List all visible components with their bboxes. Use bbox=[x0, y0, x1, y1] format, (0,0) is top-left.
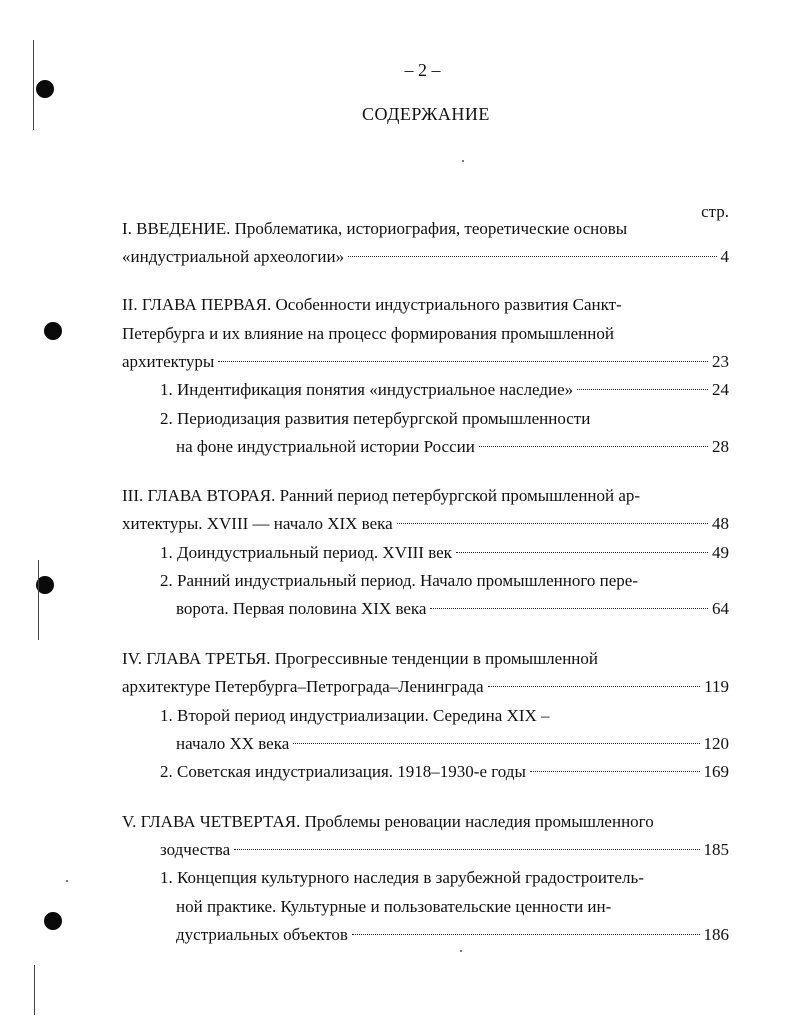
toc-intro-line2: «индустриальной археологии» bbox=[122, 247, 345, 266]
toc-ch1-sub2 bbox=[176, 435, 729, 459]
dot-leader bbox=[479, 446, 708, 447]
toc-ch3-line2: архитектуре Петербурга–Петрограда–Ленинграда bbox=[122, 677, 484, 696]
toc-ch2-sub2-line1: 2. Ранний индустриальный период. Начало промышленного пере- bbox=[160, 571, 639, 590]
toc-ch2-sub2-line2: ворота. Первая половина XIX века bbox=[176, 599, 427, 618]
toc-page-number: 49 bbox=[712, 543, 729, 562]
dot-leader bbox=[218, 361, 708, 362]
page-column-label: стр. bbox=[701, 202, 729, 221]
toc-ch1-sub1-text: 1. Индентификация понятия «индустриальное наследие» bbox=[160, 380, 574, 399]
toc-page-number: 28 bbox=[712, 437, 729, 456]
toc-page-number: 185 bbox=[703, 840, 729, 859]
scan-edge-line bbox=[38, 560, 39, 640]
toc-ch1-sub2-line1: 2. Периодизация развития петербургской промышленности bbox=[160, 409, 591, 428]
scan-speck bbox=[460, 950, 462, 952]
scan-speck bbox=[462, 160, 464, 162]
dot-leader bbox=[430, 608, 708, 609]
toc-ch4-sub1-line3: дустриальных объектов bbox=[176, 925, 348, 944]
toc-ch4-entry bbox=[160, 838, 729, 862]
toc-page-number: 48 bbox=[712, 514, 729, 533]
toc-page-number: 64 bbox=[712, 599, 729, 618]
toc-ch1-sub1 bbox=[160, 378, 729, 402]
page-number: – 2 – bbox=[404, 60, 441, 80]
page-title: СОДЕРЖАНИЕ bbox=[362, 104, 490, 124]
dot-leader bbox=[488, 686, 701, 687]
toc-page-number: 169 bbox=[703, 762, 729, 781]
toc-intro-entry bbox=[122, 245, 729, 269]
toc-ch3-sub2-text: 2. Советская индустриализация. 1918–1930-е годы bbox=[160, 762, 526, 781]
toc-ch4-sub1 bbox=[176, 923, 729, 947]
toc-ch3-sub1-line1: 1. Второй период индустриализации. Середина XIX – bbox=[160, 706, 550, 725]
toc-ch3-sub1 bbox=[176, 732, 729, 756]
toc-ch2-sub1 bbox=[160, 541, 729, 565]
dot-leader bbox=[577, 389, 708, 390]
toc-intro-line1: I. ВВЕДЕНИЕ. Проблематика, историография, теоретические основы bbox=[122, 219, 628, 238]
toc-ch1-line3: архитектуры bbox=[122, 352, 215, 371]
toc-page-number: 24 bbox=[712, 380, 729, 399]
toc-ch2-line1: III. ГЛАВА ВТОРАЯ. Ранний период петербургской промышленной ар- bbox=[122, 486, 641, 505]
toc-ch3-entry bbox=[122, 675, 729, 699]
toc-page-number: 23 bbox=[712, 352, 729, 371]
toc-ch4-sub1-line1: 1. Концепция культурного наследия в зарубежной градостроитель- bbox=[160, 868, 644, 887]
toc-ch2-sub2 bbox=[176, 597, 729, 621]
toc-page-number: 186 bbox=[703, 925, 729, 944]
binder-hole-1 bbox=[36, 80, 54, 98]
toc-ch3-line1: IV. ГЛАВА ТРЕТЬЯ. Прогрессивные тенденции в промышленной bbox=[122, 649, 598, 668]
toc-ch3-sub1-line2: начало XX века bbox=[176, 734, 290, 753]
toc-ch4-line2: зодчества bbox=[160, 840, 231, 859]
scan-edge-line bbox=[34, 965, 35, 1015]
toc-ch2-entry bbox=[122, 512, 729, 536]
toc-ch1-sub2-line2: на фоне индустриальной истории России bbox=[176, 437, 475, 456]
scan-speck bbox=[66, 880, 68, 882]
binder-hole-4 bbox=[44, 912, 62, 930]
dot-leader bbox=[348, 256, 716, 257]
toc-ch1-entry bbox=[122, 350, 729, 374]
toc-ch2-sub1-text: 1. Доиндустриальный период. XVIII век bbox=[160, 543, 452, 562]
toc-page-number: 120 bbox=[703, 734, 729, 753]
dot-leader bbox=[234, 849, 699, 850]
binder-hole-2 bbox=[44, 322, 62, 340]
toc-page-number: 119 bbox=[704, 677, 729, 696]
dot-leader bbox=[293, 743, 699, 744]
toc-ch4-sub1-line2: ной практике. Культурные и пользовательские ценности ин- bbox=[176, 897, 612, 916]
dot-leader bbox=[530, 771, 700, 772]
toc-ch3-sub2 bbox=[160, 760, 729, 784]
toc-ch2-line2: хитектуры. XVIII — начало XIX века bbox=[122, 514, 393, 533]
toc-page-number: 4 bbox=[720, 247, 729, 266]
toc-ch1-line2: Петербурга и их влияние на процесс формирования промышленной bbox=[122, 324, 614, 343]
toc-ch1-line1: II. ГЛАВА ПЕРВАЯ. Особенности индустриального развития Санкт- bbox=[122, 295, 622, 314]
toc-ch4-line1: V. ГЛАВА ЧЕТВЕРТАЯ. Проблемы реновации наследия промышленного bbox=[122, 812, 654, 831]
dot-leader bbox=[352, 934, 700, 935]
dot-leader bbox=[397, 523, 708, 524]
dot-leader bbox=[456, 552, 708, 553]
